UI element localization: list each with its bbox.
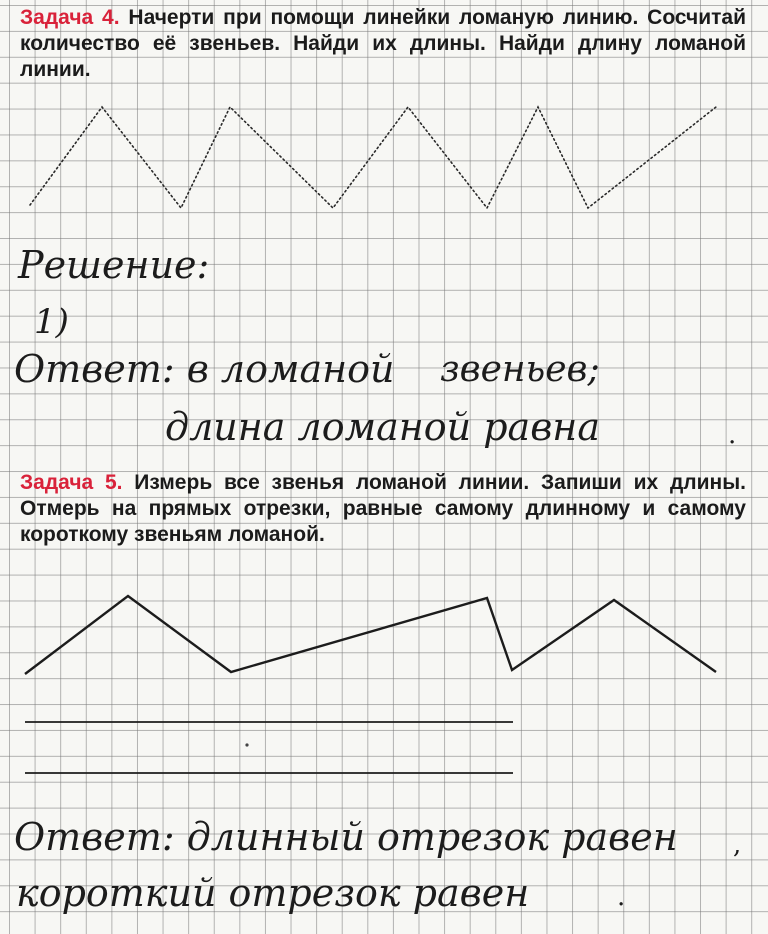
- answer-5-line1: Ответ: длинный отрезок равен: [14, 815, 678, 859]
- answer-5-line2-dot: .: [617, 882, 626, 912]
- answer-4-line1-end: звеньев;: [440, 349, 600, 390]
- answer-5-line2: короткий отрезок равен: [16, 871, 530, 915]
- task-5-label: Задача 5.: [20, 471, 123, 494]
- solution-heading: Решение:: [18, 243, 210, 287]
- task-5-text: Измерь все звенья ломаной линии. Запиши их длины. Отмерь на прямых отрезки, равные самому длинному и самому короткому звеньям ломаной.: [20, 471, 746, 546]
- task-4-text: Начерти при помощи линейки ломаную линию. Сосчитай количество её звеньев. Найди их длины. Найди длину ломаной линии.: [20, 6, 746, 81]
- task-5-polyline: [25, 596, 716, 674]
- stray-dot: [245, 743, 248, 746]
- solution-item-number: 1): [34, 302, 69, 342]
- task-4-label: Задача 4.: [20, 6, 120, 29]
- answer-4-line2-dot: .: [728, 420, 737, 450]
- answer-5-line1-dot: ,: [733, 830, 742, 860]
- answer-4-line2: длина ломаной равна: [165, 405, 600, 449]
- answer-4-line1-start: Ответ: в ломаной: [14, 347, 395, 391]
